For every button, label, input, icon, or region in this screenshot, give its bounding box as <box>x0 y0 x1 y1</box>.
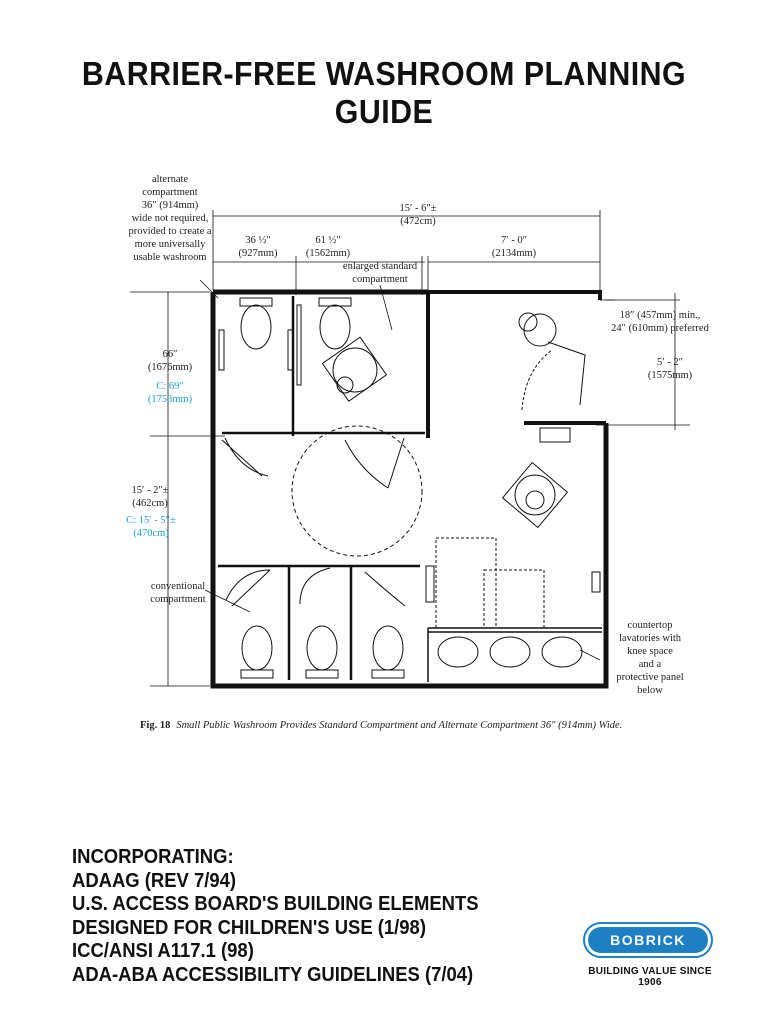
sink <box>490 637 530 667</box>
overall-width-label: 15′ - 6″± (472cm) <box>399 203 437 227</box>
turning-circle <box>292 426 422 556</box>
standards-line: U.S. ACCESS BOARD'S BUILDING ELEMENTS <box>72 892 479 915</box>
toilet <box>242 626 272 670</box>
dim-18-label: 18″ (457mm) min., 24″ (610mm) preferred <box>611 310 709 334</box>
dim-7-label: 7′ - 0″ (2134mm) <box>491 235 537 259</box>
door-swing <box>345 438 404 488</box>
figure-caption-text: Small Public Washroom Provides Standard Compartment and Alternate Compartment 36″ (914mm) Wide. <box>176 720 623 731</box>
standards-line: DESIGNED FOR CHILDREN'S USE (1/98) <box>72 915 426 939</box>
page-title: BARRIER-FREE WASHROOM PLANNING GUIDE <box>81 55 687 130</box>
grab-bar <box>219 330 224 370</box>
outer-wall <box>213 292 606 686</box>
wheelchair-icon <box>322 337 386 401</box>
door-swing <box>522 350 552 410</box>
door-swing <box>226 570 270 606</box>
countertop-label: countertop lavatories with knee space and a protective panel below <box>616 620 684 696</box>
wheelchair-icon <box>519 313 585 405</box>
enlarged-compartment-label: enlarged standard compartment <box>342 261 418 285</box>
door-swing <box>300 568 330 604</box>
conventional-compartment-label: conventional compartment <box>150 581 206 605</box>
toilet <box>320 305 350 349</box>
logo-tagline: BUILDING VALUE SINCE 1906 <box>588 966 712 988</box>
toilet <box>241 305 271 349</box>
top-wall-right <box>428 292 600 300</box>
grab-bar <box>297 305 301 385</box>
dim-15-2-label: 15′ - 2″± (462cm) <box>131 485 169 509</box>
bobrick-logo <box>583 922 713 958</box>
sink <box>542 637 582 667</box>
alternate-compartment-label: alternate compartment 36″ (914mm) wide not required, provided to create a more universally usable washroom <box>128 174 212 263</box>
standards-line: INCORPORATING: <box>72 845 234 868</box>
wall-fixture <box>592 572 600 592</box>
figure-caption <box>140 720 622 731</box>
standards-line: ICC/ANSI A117.1 (98) <box>72 939 254 962</box>
dim-5-2-label: 5′ - 2″ (1575mm) <box>647 357 693 381</box>
wall-fixture <box>540 428 570 442</box>
standards-line: ADAAG (REV 7/94) <box>72 868 237 892</box>
wheelchair-icon <box>503 463 568 528</box>
logo-brand-text: BOBRICK <box>610 932 686 948</box>
sink <box>438 637 478 667</box>
toilet <box>373 626 403 670</box>
standards-list <box>72 845 479 986</box>
countertop <box>428 628 602 682</box>
dim-61-label: 61 ½″ (1562mm) <box>305 235 351 259</box>
figure-number: Fig. 18 <box>140 720 171 731</box>
wall-fixture <box>426 566 434 602</box>
door-swing <box>222 438 268 476</box>
dim-66-label: 66″ (1676mm) <box>147 349 193 373</box>
dim-36-label: 36 ½″ (927mm) <box>238 235 278 259</box>
standards-line: ADA-ABA ACCESSIBILITY GUIDELINES (7/04) <box>72 962 474 986</box>
dim-15-2-c-label: C: 15′ - 5″± (470cm) <box>126 515 176 539</box>
toilet <box>307 626 337 670</box>
door-swing <box>365 572 405 606</box>
dim-66-c-label: C: 69″ (1753mm) <box>147 381 193 405</box>
